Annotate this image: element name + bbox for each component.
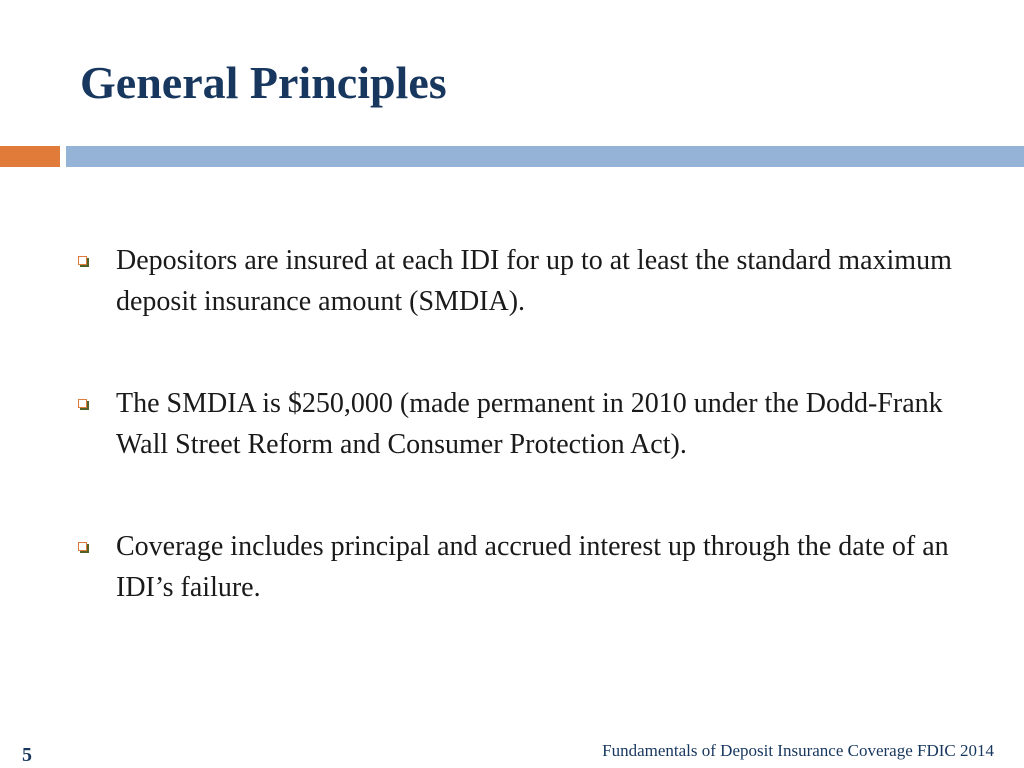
title-rule-bar — [66, 146, 1024, 167]
footer-text: Fundamentals of Deposit Insurance Coverage FDIC 2014 — [602, 741, 994, 760]
bullet-text: Depositors are insured at each IDI for up to at least the standard maximum deposit insurance amount (SMDIA). — [116, 245, 952, 317]
bullet-text: Coverage includes principal and accrued interest up through the date of an IDI’s failure. — [116, 531, 949, 603]
hollow-square-bullet-icon — [78, 256, 87, 265]
bullet-text: The SMDIA is $250,000 (made permanent in 2010 under the Dodd-Frank Wall Street Reform and Consumer Protection Act). — [116, 388, 943, 460]
bullet-item — [78, 240, 958, 322]
bullet-item — [78, 383, 958, 465]
slide-title: General Principles — [80, 57, 447, 108]
bullet-list — [78, 240, 958, 608]
hollow-square-bullet-icon — [78, 542, 87, 551]
bullet-item — [78, 526, 958, 608]
title-accent-bar — [0, 146, 60, 167]
hollow-square-bullet-icon — [78, 399, 87, 408]
slide-number: 5 — [22, 744, 32, 766]
